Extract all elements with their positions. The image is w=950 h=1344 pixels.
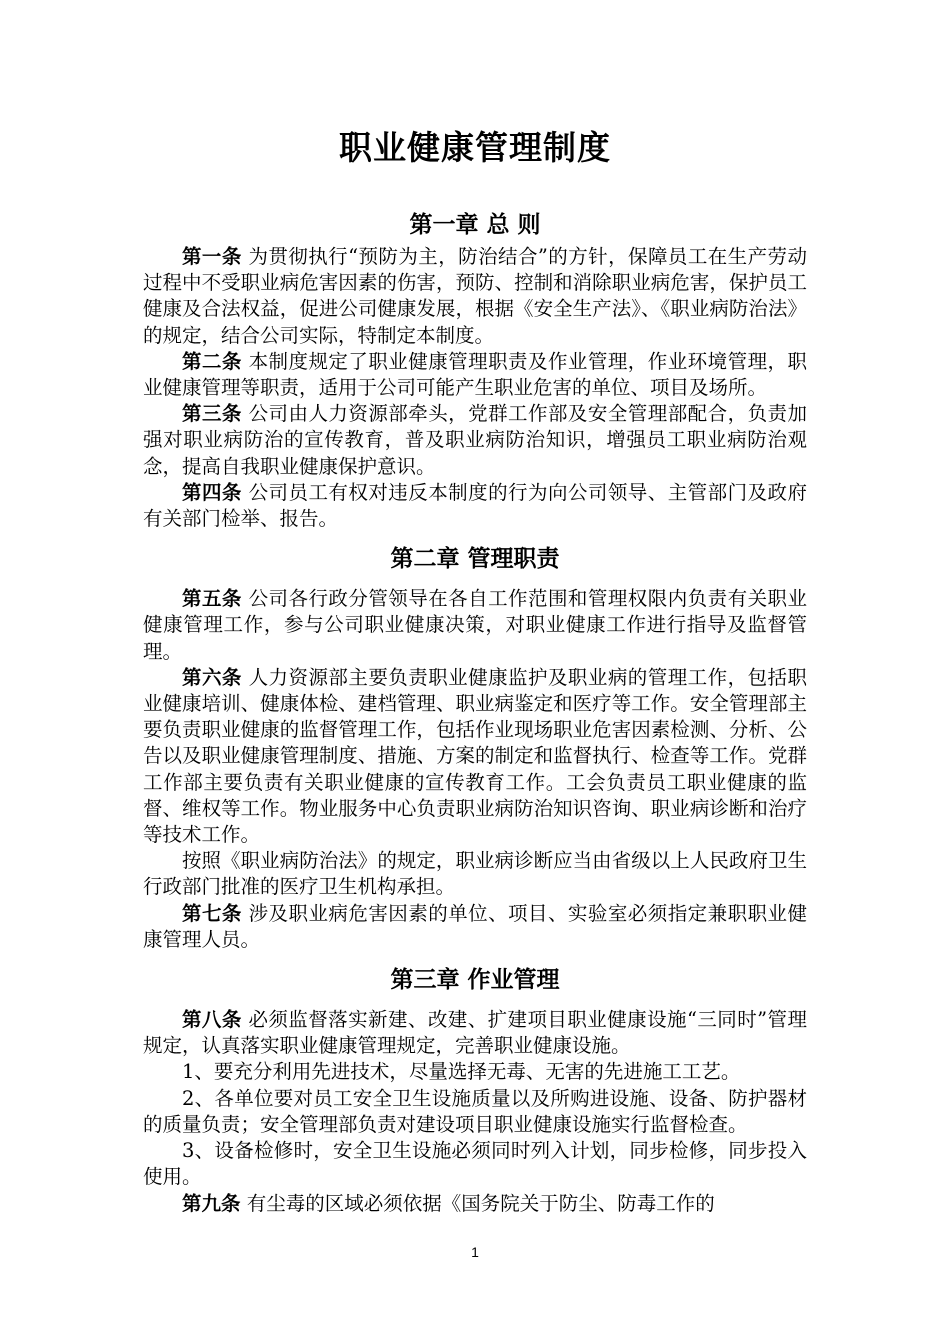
article-text: 涉及职业病危害因素的单位、项目、实验室必须指定兼职职业健康管理人员。 — [143, 901, 807, 951]
article-label: 第五条 — [182, 587, 242, 611]
article-text: 公司由人力资源部牵头，党群工作部及安全管理部配合，负责加强对职业病防治的宣传教育，普及职业病防治知识，增强员工职业病防治观念，提高自我职业健康保护意识。 — [143, 402, 807, 478]
article-text: 有尘毒的区域必须依据《国务院关于防尘、防毒工作的 — [246, 1191, 715, 1215]
article-paragraph — [143, 901, 807, 953]
article-paragraph — [143, 244, 807, 349]
list-item-paragraph — [143, 1086, 807, 1138]
list-item-paragraph — [143, 1138, 807, 1190]
chapter-2 — [143, 540, 807, 953]
paragraph-text: 按照《职业病防治法》的规定，职业病诊断应当由省级以上人民政府卫生行政部门批准的医疗卫生机构承担。 — [143, 849, 807, 899]
page-number: 1 — [471, 1244, 479, 1260]
article-label: 第四条 — [182, 480, 242, 504]
document-page — [143, 120, 807, 1217]
document-title: 职业健康管理制度 — [339, 128, 611, 167]
body-paragraph — [143, 848, 807, 900]
article-paragraph — [143, 1007, 807, 1059]
article-text: 公司各行政分管领导在各自工作范围和管理权限内负责有关职业健康管理工作，参与公司职业健康决策，对职业健康工作进行指导及监督管理。 — [143, 587, 807, 663]
article-label: 第二条 — [182, 349, 242, 373]
article-text: 必须监督落实新建、改建、扩建项目职业健康设施“三同时”管理规定，认真落实职业健康管理规定，完善职业健康设施。 — [143, 1008, 807, 1058]
chapter-title: 第二章 管理职责 — [390, 546, 560, 573]
article-label: 第三条 — [182, 402, 242, 426]
article-text: 为贯彻执行“预防为主，防治结合”的方针，保障员工在生产劳动过程中不受职业病危害因素的伤害，预防、控制和消除职业病危害，保护员工健康及合法权益，促进公司健康发展，根据《安全生产法》、《职业病防治法》的规定，结合公司实际，特制定本制度。 — [143, 245, 807, 347]
article-paragraph — [143, 1191, 807, 1217]
article-paragraph — [143, 586, 807, 665]
article-label: 第七条 — [182, 901, 242, 925]
article-paragraph — [143, 349, 807, 401]
chapter-title: 第三章 作业管理 — [390, 967, 560, 994]
article-paragraph — [143, 665, 807, 848]
article-text: 本制度规定了职业健康管理职责及作业管理，作业环境管理，职业健康管理等职责，适用于公司可能产生职业危害的单位、项目及场所。 — [143, 349, 807, 400]
article-text: 人力资源部主要负责职业健康监护及职业病的管理工作，包括职业健康培训、健康体检、建档管理、职业病鉴定和医疗等工作。安全管理部主要负责职业健康的监督管理工作，包括作业现场职业危害因素检测、分析、公告以及职业健康管理制度、措施、方案的制定和监督执行、检查等工作。党群工作部主要负责有关职业健康的宣传教育工作。工会负责员工职业健康的监督、维权等工作。物业服务中心负责职业病防治知识咨询、职业病诊断和治疗等技术工作。 — [143, 665, 807, 847]
article-label: 第八条 — [182, 1008, 242, 1032]
paragraph-text: 3、设备检修时，安全卫生设施必须同时列入计划，同步检修，同步投入使用。 — [143, 1139, 807, 1189]
chapter-title: 第一章 总 则 — [409, 212, 541, 238]
article-paragraph — [143, 401, 807, 480]
list-item-paragraph — [143, 1059, 807, 1085]
chapter-1 — [143, 206, 807, 532]
paragraph-text: 2、各单位要对员工安全卫生设施质量以及所购进设施、设备、防护器材的质量负责；安全管理部负责对建设项目职业健康设施实行监督检查。 — [143, 1086, 807, 1136]
chapter-3 — [143, 961, 807, 1217]
article-label: 第六条 — [182, 665, 242, 689]
article-paragraph — [143, 480, 807, 532]
article-label: 第九条 — [182, 1191, 241, 1215]
article-text: 公司员工有权对违反本制度的行为向公司领导、主管部门及政府有关部门检举、报告。 — [143, 480, 807, 531]
paragraph-text: 1、要充分利用先进技术，尽量选择无毒、无害的先进施工工艺。 — [182, 1060, 741, 1084]
article-label: 第一条 — [182, 245, 242, 268]
